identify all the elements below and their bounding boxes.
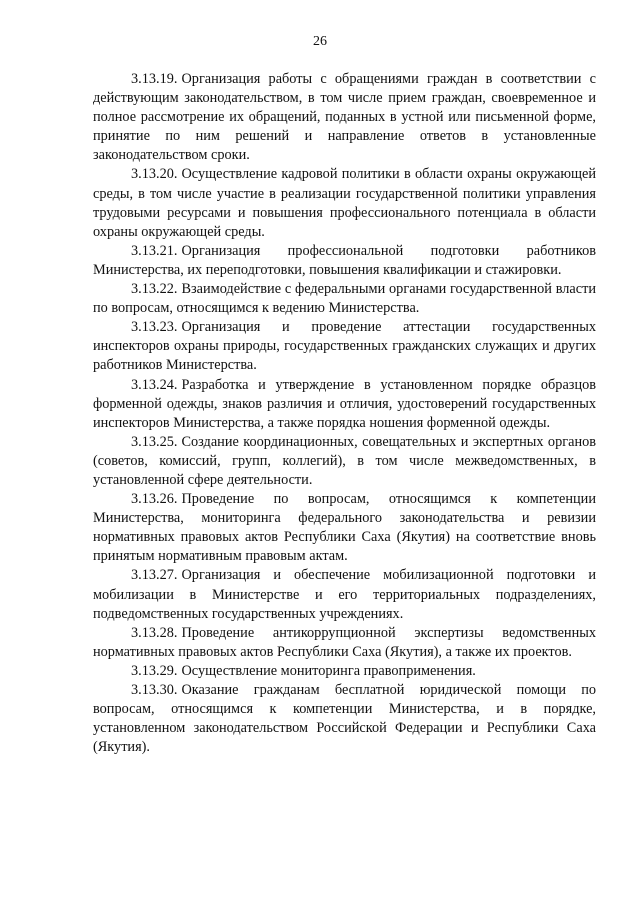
paragraph-number: 3.13.28. (131, 624, 178, 641)
paragraph-number: 3.13.25. (131, 433, 178, 450)
paragraph-3-13-25 (93, 433, 596, 490)
paragraph-number: 3.13.22. (131, 281, 178, 298)
paragraph-text: Организация и проведение аттестации государственных инспекторов охраны природы, государственных гражданских служащих и других работников Министерства. (93, 319, 596, 374)
paragraph-text: Создание координационных, совещательных и экспертных органов (советов, комиссий, групп, коллегий), в том числе межведомственных, в установленной сфере деятельности. (93, 433, 596, 488)
paragraph-text: Оказание гражданам бесплатной юридической помощи по вопросам, относящимся к компетенции Министерства, и в порядке, установленном законодательством Российской Федерации и Республики Саха (Якутия). (93, 682, 596, 756)
paragraph-3-13-21 (93, 242, 596, 280)
paragraph-text: Осуществление кадровой политики в области охраны окружающей среды, в том числе участие в реализации государственной политики управления трудовыми ресурсами и повышения профессионального потенциала в области охраны окружающей среды. (93, 166, 596, 240)
document-body (93, 70, 596, 757)
paragraph-number: 3.13.27. (131, 567, 178, 584)
paragraph-3-13-27 (93, 566, 596, 623)
paragraph-3-13-19 (93, 70, 596, 165)
paragraph-3-13-29 (93, 662, 596, 681)
paragraph-text: Осуществление мониторинга правоприменения. (181, 662, 476, 679)
paragraph-3-13-20 (93, 165, 596, 241)
paragraph-3-13-30 (93, 681, 596, 757)
page-number: 26 (313, 34, 327, 49)
paragraph-3-13-26 (93, 490, 596, 566)
paragraph-number: 3.13.30. (131, 682, 178, 698)
paragraph-text: Разработка и утверждение в установленном порядке образцов форменной одежды, знаков различия и отличия, удостоверений государственных инспекторов Министерства, а также порядка ношения форменной одежды. (93, 376, 596, 431)
paragraph-number: 3.13.23. (131, 319, 178, 336)
paragraph-3-13-23 (93, 318, 596, 375)
paragraph-number: 3.13.21. (131, 242, 178, 259)
paragraph-3-13-22 (93, 280, 596, 318)
paragraph-number: 3.13.26. (131, 491, 178, 508)
paragraph-3-13-24 (93, 376, 596, 433)
paragraph-number: 3.13.19. (131, 71, 178, 87)
paragraph-text: Проведение по вопросам, относящимся к компетенции Министерства, мониторинга федерального законодательства и ревизии нормативных правовых актов Республики Саха (Якутия) на соответствие вновь принятым нормативным правовым актам. (93, 491, 596, 565)
paragraph-text: Взаимодействие с федеральными органами государственной власти по вопросам, относящимся к ведению Министерства. (93, 281, 596, 317)
paragraph-text: Организация профессиональной подготовки работников Министерства, их переподготовки, повышения квалификации и стажировки. (93, 242, 596, 278)
paragraph-number: 3.13.29. (131, 662, 178, 679)
paragraph-text: Организация и обеспечение мобилизационной подготовки и мобилизации в Министерстве и его территориальных подразделениях, подведомственных государственных учреждениях. (93, 567, 596, 622)
paragraph-text: Проведение антикоррупционной экспертизы ведомственных нормативных правовых актов Республики Саха (Якутия), а также их проектов. (93, 624, 596, 660)
paragraph-3-13-28 (93, 624, 596, 662)
paragraph-text: Организация работы с обращениями граждан в соответствии с действующим законодательством, в том числе прием граждан, своевременное и полное рассмотрение их обращений, поданных в устной или письменной форме, принятие по ним решений и направление ответов в установленные законодательством сроки. (93, 71, 596, 164)
paragraph-number: 3.13.24. (131, 376, 178, 393)
paragraph-number: 3.13.20. (131, 166, 178, 183)
